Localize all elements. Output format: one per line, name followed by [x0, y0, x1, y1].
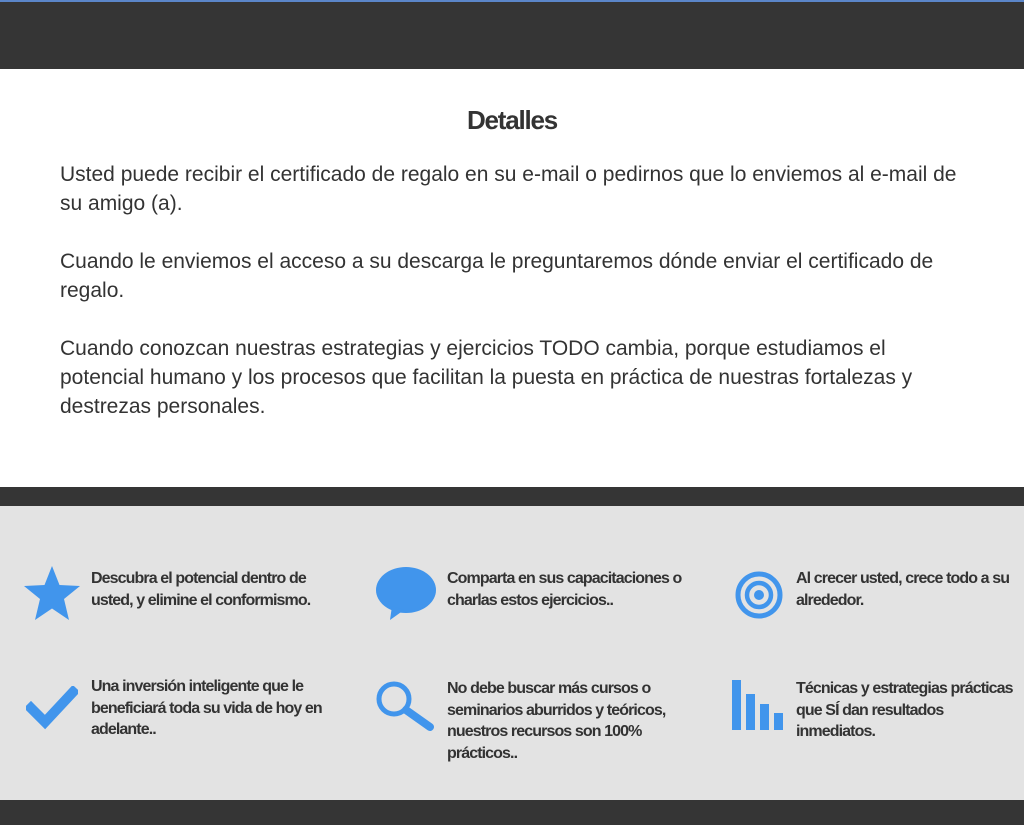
feature-text: Comparta en sus capacitaciones o charlas estos ejercicios.. [447, 570, 682, 609]
details-paragraph-1: Usted puede recibir el certificado de regalo en su e-mail o pedirnos que lo enviemos al e-mail de su amigo (a). [60, 163, 957, 215]
feature-text: Descubra el potencial dentro de usted, y elimine el conformismo. [91, 570, 311, 609]
feature-text: Al crecer usted, crece todo a su alrededor. [796, 570, 1010, 609]
feature-text: Una inversión inteligente que le beneficiará toda su vida de hoy en adelante.. [91, 678, 322, 738]
details-section [0, 69, 1024, 487]
star-icon [22, 564, 82, 627]
checkmark-icon [26, 686, 78, 735]
feature-text: No debe buscar más cursos o seminarios aburridos y teóricos, nuestros recursos son 100% prácticos.. [447, 680, 666, 762]
features-section [0, 506, 1024, 800]
divider-bar [0, 487, 1024, 506]
top-bar [0, 0, 1024, 69]
details-title: Detalles [466, 105, 558, 135]
speech-bubble-icon [374, 566, 438, 627]
details-paragraph-3: Cuando conozcan nuestras estrategias y ejercicios TODO cambia, porque estudiamos el potencial humano y los procesos que facilitan la puesta en práctica de nuestras fortalezas y destrezas personales. [60, 337, 913, 418]
bottom-bar [0, 800, 1024, 825]
target-icon [734, 570, 784, 625]
details-paragraph-2: Cuando le enviemos el acceso a su descarga le preguntaremos dónde enviar el certificado de regalo. [60, 250, 934, 302]
bar-chart-icon [732, 680, 788, 737]
magnifier-icon [374, 680, 436, 737]
feature-text: Técnicas y estrategias prácticas que SÍ dan resultados inmediatos. [796, 680, 1013, 740]
